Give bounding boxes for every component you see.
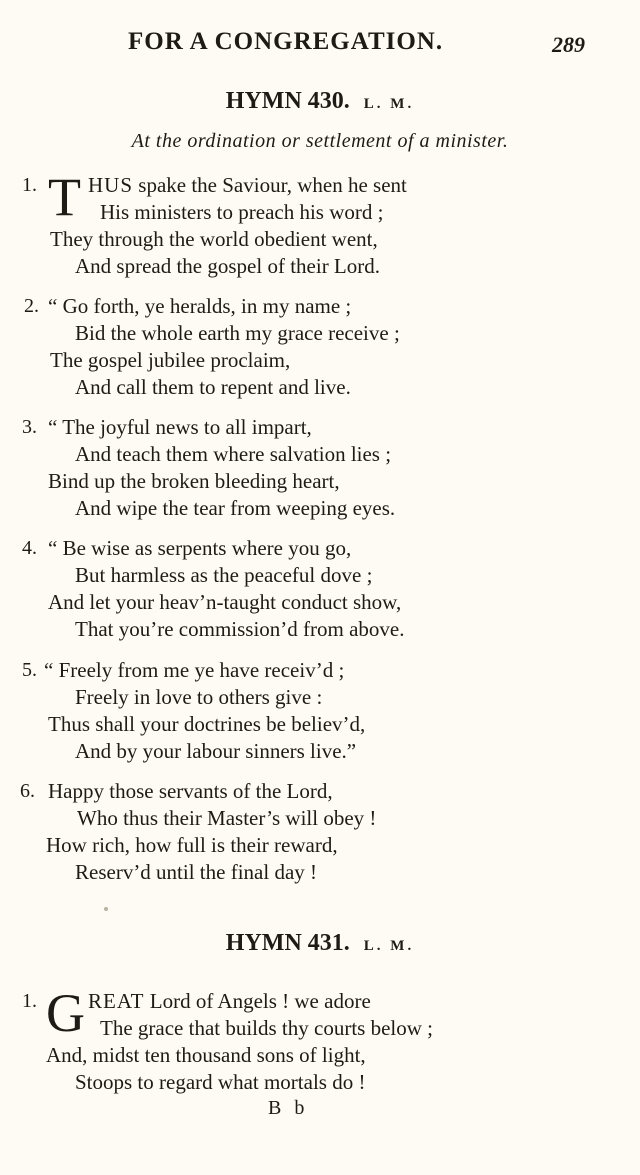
verse-number: 3. xyxy=(22,416,37,438)
hymn-430-subtitle: At the ordination or settlement of a minister. xyxy=(131,130,509,152)
verse-line-1: “ The joyful news to all impart, xyxy=(48,415,312,439)
verse-line-4: And wipe the tear from weeping eyes. xyxy=(75,496,396,520)
verse-line-1: “ Freely from me ye have receiv’d ; xyxy=(44,658,345,682)
first-word-rest: HUS xyxy=(88,173,134,197)
verse-line-1: “ Be wise as serpents where you go, xyxy=(48,536,352,560)
verse-line-2: The grace that builds thy courts below ; xyxy=(100,1016,433,1040)
hymn-431-heading xyxy=(0,930,640,957)
verse-line-1: “ Go forth, ye heralds, in my name ; xyxy=(48,294,352,318)
verse-line-1 xyxy=(88,172,407,199)
verse-line-2: And teach them where salvation lies ; xyxy=(75,442,392,466)
verse-line-3: And, midst ten thousand sons of light, xyxy=(46,1043,366,1067)
verse-number: 5. xyxy=(22,659,37,681)
verse-number: 4. xyxy=(22,537,37,559)
line-text: Lord of Angels ! we adore xyxy=(149,989,371,1013)
verse-line-4: Stoops to regard what mortals do ! xyxy=(75,1070,366,1094)
verse-line-2: But harmless as the peaceful dove ; xyxy=(75,563,373,587)
verse-number: 1. xyxy=(22,174,37,196)
running-title: FOR A CONGREGATION. xyxy=(128,28,444,55)
verse-line-3: They through the world obedient went, xyxy=(50,227,378,251)
verse-line-3: And let your heav’n-taught conduct show, xyxy=(48,590,402,614)
running-head xyxy=(0,28,640,62)
verse-number: 2. xyxy=(24,295,39,317)
verse-line-2: His ministers to preach his word ; xyxy=(100,200,384,224)
verse-line-2: Freely in love to others give : xyxy=(75,685,323,709)
verse-line-4: And call them to repent and live. xyxy=(75,375,351,399)
drop-cap: T xyxy=(48,167,81,227)
verse-number: 6. xyxy=(20,780,35,802)
verse-line-1 xyxy=(88,988,371,1015)
hymn-430-heading xyxy=(0,88,640,115)
verse-line-1: Happy those servants of the Lord, xyxy=(48,779,333,803)
hymn-430-title: HYMN 430. xyxy=(225,88,350,114)
page-number: 289 xyxy=(552,32,585,57)
print-speck xyxy=(104,907,108,911)
signature-mark: B b xyxy=(268,1097,309,1119)
verse-line-3: The gospel jubilee proclaim, xyxy=(50,348,291,372)
verse-line-4: And by your labour sinners live.” xyxy=(75,739,357,763)
line-text: spake the Saviour, when he sent xyxy=(138,173,407,197)
verse-number: 1. xyxy=(22,990,37,1012)
hymn-431-title: HYMN 431. xyxy=(225,930,350,956)
verse-line-2: Who thus their Master’s will obey ! xyxy=(77,806,377,830)
first-word-rest: REAT xyxy=(88,989,145,1013)
verse-line-4: Reserv’d until the final day ! xyxy=(75,860,318,884)
verse-line-3: How rich, how full is their reward, xyxy=(46,833,338,857)
hymn-431-meter: L. M. xyxy=(363,938,415,954)
verse-line-2: Bid the whole earth my grace receive ; xyxy=(75,321,400,345)
verse-line-3: Bind up the broken bleeding heart, xyxy=(48,469,340,493)
verse-line-4: And spread the gospel of their Lord. xyxy=(75,254,381,278)
hymn-430-meter: L. M. xyxy=(363,96,415,112)
verse-line-4: That you’re commission’d from above. xyxy=(75,617,405,641)
verse-line-3: Thus shall your doctrines be believ’d, xyxy=(48,712,366,736)
drop-cap: G xyxy=(46,983,85,1043)
